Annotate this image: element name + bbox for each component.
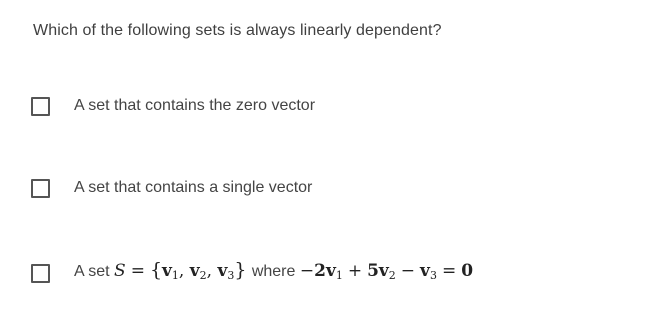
checkbox-zero-vector[interactable] xyxy=(31,97,50,116)
set-symbol: S xyxy=(114,261,126,281)
checkbox-set-s[interactable] xyxy=(31,264,50,283)
option-label-zero-vector: A set that contains the zero vector xyxy=(74,97,316,114)
option-label-set-s xyxy=(74,259,473,287)
condition-math: $-2v_1 + 5v_2 - v_3 = 0$ xyxy=(299,261,474,282)
option-single-vector[interactable] xyxy=(31,177,312,199)
option-label-prefix: A set xyxy=(74,263,110,280)
checkbox-single-vector[interactable] xyxy=(31,179,50,198)
option-zero-vector[interactable] xyxy=(31,95,315,117)
option-label-single-vector: A set that contains a single vector xyxy=(74,179,313,196)
option-set-s[interactable] xyxy=(31,259,473,287)
question-text: Which of the following sets is always linearly dependent? xyxy=(33,22,442,39)
option-label-where: where xyxy=(251,263,296,280)
set-definition-math: $S = \{v_1$, $v_2$, $v_3$} xyxy=(114,259,247,282)
